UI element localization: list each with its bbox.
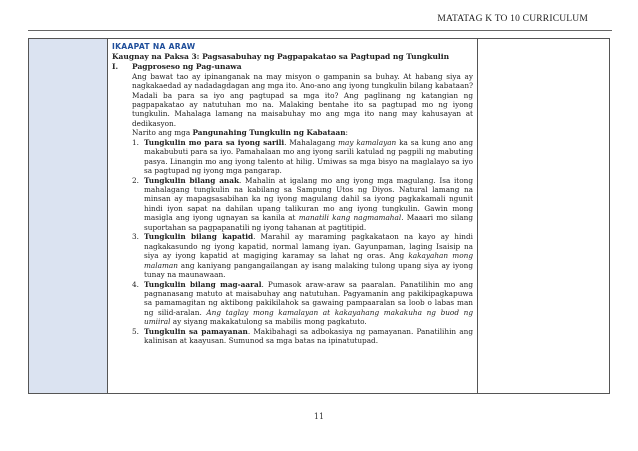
item-body: . Makibahagi sa adbokasiya ng pamayanan. Panatilihin ang kalinisan at kaayusan. Sumunod sa mga batas na ipinatutupad. <box>144 326 473 346</box>
item-text <box>144 280 473 327</box>
item-text <box>144 327 473 346</box>
item-emphasis: may kamalayan <box>338 137 397 147</box>
item-number: 2. <box>132 175 139 185</box>
item-title: Tungkulin bilang mag-aaral <box>144 279 262 289</box>
day-title: IKAAPAT NA ARAW <box>112 42 196 51</box>
item-title: Tungkulin bilang anak <box>144 175 240 185</box>
item-body: ay siyang makakatulong sa mabilis mong pagkatuto. <box>170 317 367 327</box>
list-item <box>132 280 473 327</box>
list-item <box>132 176 473 233</box>
item-emphasis: manatili kang nagmamahal <box>298 213 402 223</box>
list-item <box>132 138 473 176</box>
lesson-content-cell <box>108 39 478 393</box>
lead-paragraph <box>112 128 473 137</box>
list-item <box>132 232 473 279</box>
item-number: 1. <box>132 137 139 147</box>
item-title: Tungkulin bilang kapatid <box>144 232 254 242</box>
item-body: . Marahil ay maraming pagkakataon na kayo ay hindi nagkakasundo ng iyong kapatid, normal lamang iyan. Gayunpaman, laging Isaisip na siya ay iyong kapatid at magiging karamay sa lahat ng oras. Ang <box>144 232 474 261</box>
item-text <box>144 176 473 233</box>
item-body: . Pumasok araw-araw sa paaralan. Panatilihin mo ang pagnanasang matuto at maisabuhay ang natutuhan. Pagyamanin ang pakikipagkapuwa sa pamamagitan ng aktibong pakikilahok sa gawaing pampaaralan sa loob o labas man ng silid-aralan. <box>144 279 473 317</box>
item-title: Tungkulin mo para sa iyong sarili <box>144 137 285 147</box>
empty-column <box>478 39 609 393</box>
intro-paragraph: Ang bawat tao ay ipinanganak na may misyon o gampanin sa buhay. At habang siya ay nagkakaedad ay nadadagdagan ang mga ito. Ano-ano ang iyong tungkulin bilang kabataan? Madali ba para sa iyo ang pagtupad sa mga ito? Ang paglinang ng katangian ng pagpapakatao ay natutuhan mo na. Malaking bentahe ito sa pagtupad mo ng iyong tungkulin. Mahalaga lamang na maisabuhay mo ang mga ito nang may kahusayan at dedikasyon. <box>132 71 473 128</box>
list-item <box>132 327 473 346</box>
item-body: ang kaniyang pangangailangan ay isang malaking tulong upang siya ay iyong tunay na maunawaan. <box>144 260 473 280</box>
item-body: . Maaari mo silang suportahan sa pagpapanatili ng iyong tahanan at pagtitipid. <box>144 213 473 232</box>
item-text <box>144 138 473 176</box>
item-text <box>144 232 473 279</box>
item-number: 3. <box>132 232 139 242</box>
topic-heading: Kaugnay na Paksa 3: Pagsasabuhay ng Pagpapakatao sa Pagtupad ng Tungkulin <box>112 52 450 61</box>
lesson-table <box>28 38 610 394</box>
item-emphasis: Ang taglay mong kamalayan at kakayahang makakuha ng buod ng umiiral <box>144 307 473 327</box>
item-body: ka sa kung ano ang makabubuti para sa iyo. Pamahalaan mo ang iyong sarili katulad ng pagpili ng mabuting pasya. Linangin mo ang iyong talento at hilig. Umiwas sa mga bisyo na maglalayo sa iyo sa pagtupad ng iyong mga pangarap. <box>144 137 474 176</box>
item-number: 4. <box>132 279 139 289</box>
header-divider <box>28 30 612 31</box>
item-body: . Mahalin at igalang mo ang iyong mga magulang. Isa itong mahalagang tungkulin na kabilang sa Sampung Utos ng Diyos. Natural lamang na minsan ay mapagsasabihan ka ng iyong magulang dahil sa iyong pagkakamali ngunit hindi iyon sapat na dahilan upang talikuran mo ang iyong tungkulin. Gawin mong masigla ang iyong ugnayan sa kanila at <box>144 175 473 223</box>
page-number: 11 <box>313 412 325 421</box>
lead-post: : <box>345 128 348 138</box>
item-body: . Mahalagang <box>284 137 339 147</box>
shaded-column <box>29 39 108 393</box>
lead-bold: Pangunahing Tungkulin ng Kabataan <box>192 128 346 138</box>
curriculum-title: MATATAG K TO 10 CURRICULUM <box>437 14 588 24</box>
lead-pre: Narito ang mga <box>132 128 193 138</box>
duties-list <box>112 138 473 346</box>
item-number: 5. <box>132 326 139 336</box>
section-heading <box>112 62 473 72</box>
section-title: Pagproseso ng Pag-unawa <box>132 61 242 71</box>
item-title: Tungkulin sa pamayanan <box>144 326 248 336</box>
item-emphasis: kakayahan mong malaman <box>144 251 473 270</box>
section-number: I. <box>112 61 119 71</box>
